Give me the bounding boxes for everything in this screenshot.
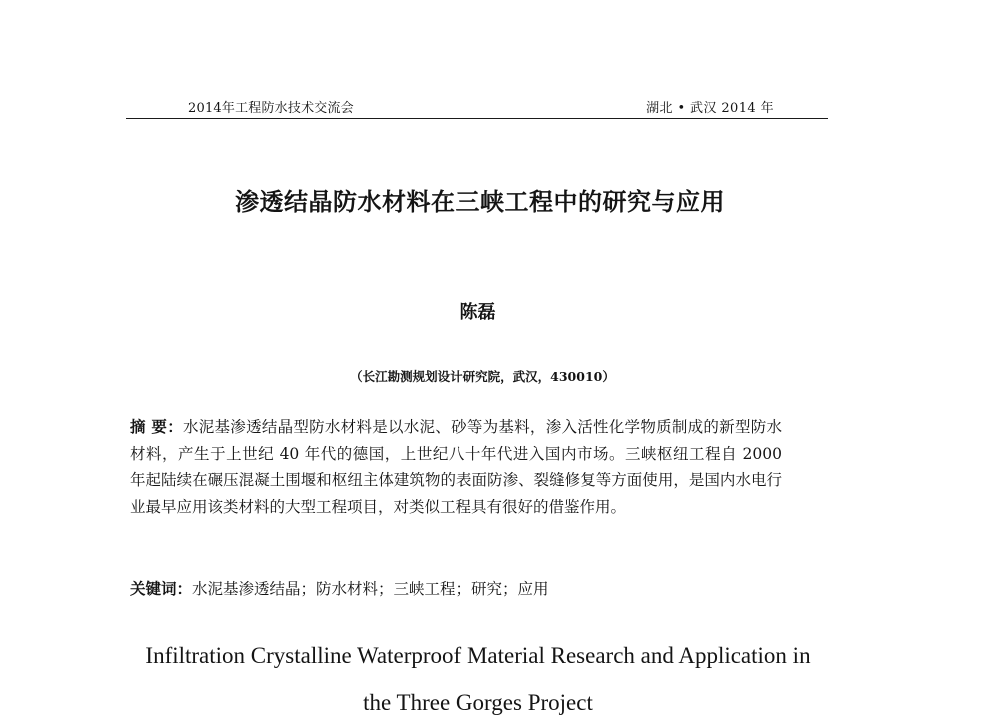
english-title-line-1: Infiltration Crystalline Waterproof Material Research and Application in [145, 643, 811, 668]
keywords-text: 水泥基渗透结晶；防水材料；三峡工程；研究；应用 [192, 580, 549, 598]
paper-title: 渗透结晶防水材料在三峡工程中的研究与应用 [235, 188, 725, 216]
conference-name: 2014年工程防水技术交流会 [188, 101, 354, 116]
abstract-label: 摘 要： [130, 418, 183, 436]
header-divider [126, 118, 828, 119]
keywords-label: 关键词： [130, 580, 193, 598]
conference-location-year: 湖北 • 武汉 2014 年 [646, 101, 774, 116]
abstract-text: 水泥基渗透结晶型防水材料是以水泥、砂等为基料，渗入活性化学物质制成的新型防水材料，产生于上世纪 40 年代的德国，上世纪八十年代进入国内市场。三峡枢纽工程自 2000 年起陆续在碾压混凝土围堰和枢纽主体建筑物的表面防渗、裂缝修复等方面使用，是国内水电行业最早应用该类材料的大型工程项目，对类似工程具有很好的借鉴作用。 [130, 418, 782, 516]
keywords [130, 577, 549, 599]
author-affiliation: （长江勘测规划设计研究院，武汉，430010） [350, 369, 615, 384]
english-title-line-2: the Three Gorges Project [363, 690, 593, 715]
author-name: 陈磊 [459, 302, 496, 323]
abstract [130, 414, 782, 520]
